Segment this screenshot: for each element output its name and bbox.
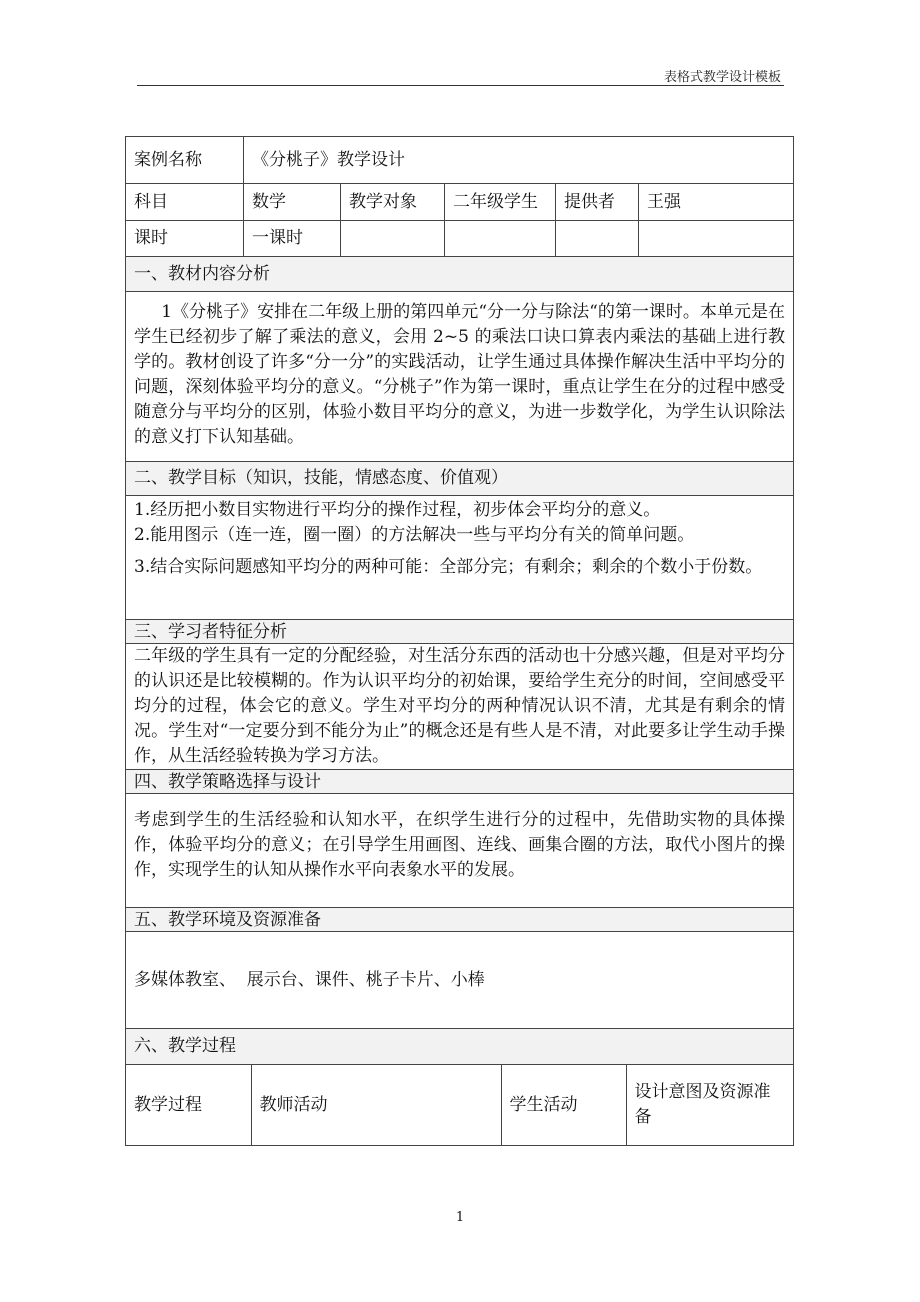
goal-item: 3.结合实际问题感知平均分的两种可能：全部分完；有剩余；剩余的个数小于份数。	[134, 557, 763, 577]
goal-item: 1.经历把小数目实物进行平均分的操作过程，初步体会平均分的意义。	[134, 500, 661, 520]
subject-label: 科目	[126, 184, 244, 221]
process-col-stage: 教学过程	[126, 1065, 251, 1145]
lesson-plan-table	[125, 136, 794, 1146]
section-2-body-row	[126, 496, 794, 620]
period-row	[126, 221, 794, 257]
section-5-body: 多媒体教室、 展示台、课件、桃子卡片、小棒	[134, 969, 485, 990]
section-4-header	[126, 770, 794, 794]
subject-row	[126, 184, 794, 221]
section-4-title: 四、教学策略选择与设计	[126, 770, 794, 794]
page-number: 1	[455, 1210, 465, 1225]
provider-value: 王强	[639, 184, 794, 221]
target-value: 二年级学生	[445, 184, 556, 221]
empty-cell	[639, 221, 794, 257]
section-5-body-row	[126, 932, 794, 1029]
empty-cell	[556, 221, 639, 257]
section-5-header	[126, 908, 794, 932]
section-2-header	[126, 462, 794, 496]
period-value: 一课时	[244, 221, 341, 257]
process-col-intent: 设计意图及资源准备	[634, 1082, 771, 1127]
process-col-teacher: 教师活动	[251, 1065, 501, 1145]
target-label: 教学对象	[341, 184, 445, 221]
section-6-header	[126, 1029, 794, 1065]
provider-label: 提供者	[556, 184, 639, 221]
process-table	[126, 1065, 794, 1145]
case-name-label: 案例名称	[126, 137, 244, 184]
empty-cell	[445, 221, 556, 257]
section-1-header	[126, 257, 794, 292]
case-name-value: 《分桃子》教学设计	[244, 137, 794, 184]
section-3-body: 二年级的学生具有一定的分配经验，对生活分东西的活动也十分感兴趣，但是对平均分的认识还是比较模糊的。作为认识平均分的初始课，要给学生充分的时间，空间感受平均分的过程，体会它的意义。学生对平均分的两种情况认识不清，尤其是有剩余的情况。学生对“一定要分到不能分为止”的概念还是有些人是不清，对此要多让学生动手操作，从生活经验转换为学习方法。	[134, 646, 785, 766]
page-header-title: 表格式教学设计模板	[663, 70, 781, 85]
section-2-title: 二、教学目标（知识，技能，情感态度、价值观）	[126, 462, 794, 496]
section-4-body-row	[126, 794, 794, 908]
section-3-body-row	[126, 644, 794, 770]
section-3-header	[126, 620, 794, 644]
subject-value: 数学	[244, 184, 341, 221]
section-5-title: 五、教学环境及资源准备	[126, 908, 794, 932]
section-1-body-row	[126, 292, 794, 462]
period-label: 课时	[126, 221, 244, 257]
header-rule	[137, 85, 784, 86]
section-4-body: 考虑到学生的生活经验和认知水平，在织学生进行分的过程中，先借助实物的具体操作，体验平均分的意义；在引导学生用画图、连线、画集合圈的方法，取代小图片的操作，实现学生的认知从操作水平向表象水平的发展。	[134, 810, 785, 880]
section-3-title: 三、学习者特征分析	[126, 620, 794, 644]
empty-cell	[341, 221, 445, 257]
section-1-title: 一、教材内容分析	[126, 257, 794, 292]
goal-item: 2.能用图示（连一连，圈一圈）的方法解决一些与平均分有关的简单问题。	[134, 525, 695, 545]
process-col-student: 学生活动	[501, 1065, 626, 1145]
process-header-row	[126, 1065, 794, 1146]
section-1-body: 1《分桃子》安排在二年级上册的第四单元“分一分与除法“的第一课时。本单元是在学生已经初步了解了乘法的意义，会用 2~5 的乘法口诀口算表内乘法的基础上进行教学的。教材创设了许多“分一分”的实践活动，让学生通过具体操作解决生活中平均分的问题，深刻体验平均分的意义。“分桃子”作为第一课时，重点让学生在分的过程中感受随意分与平均分的区别，体验小数目平均分的意义，为进一步数学化，为学生认识除法的意义打下认知基础。	[134, 302, 785, 447]
case-name-row	[126, 137, 794, 184]
section-6-title: 六、教学过程	[126, 1029, 794, 1065]
